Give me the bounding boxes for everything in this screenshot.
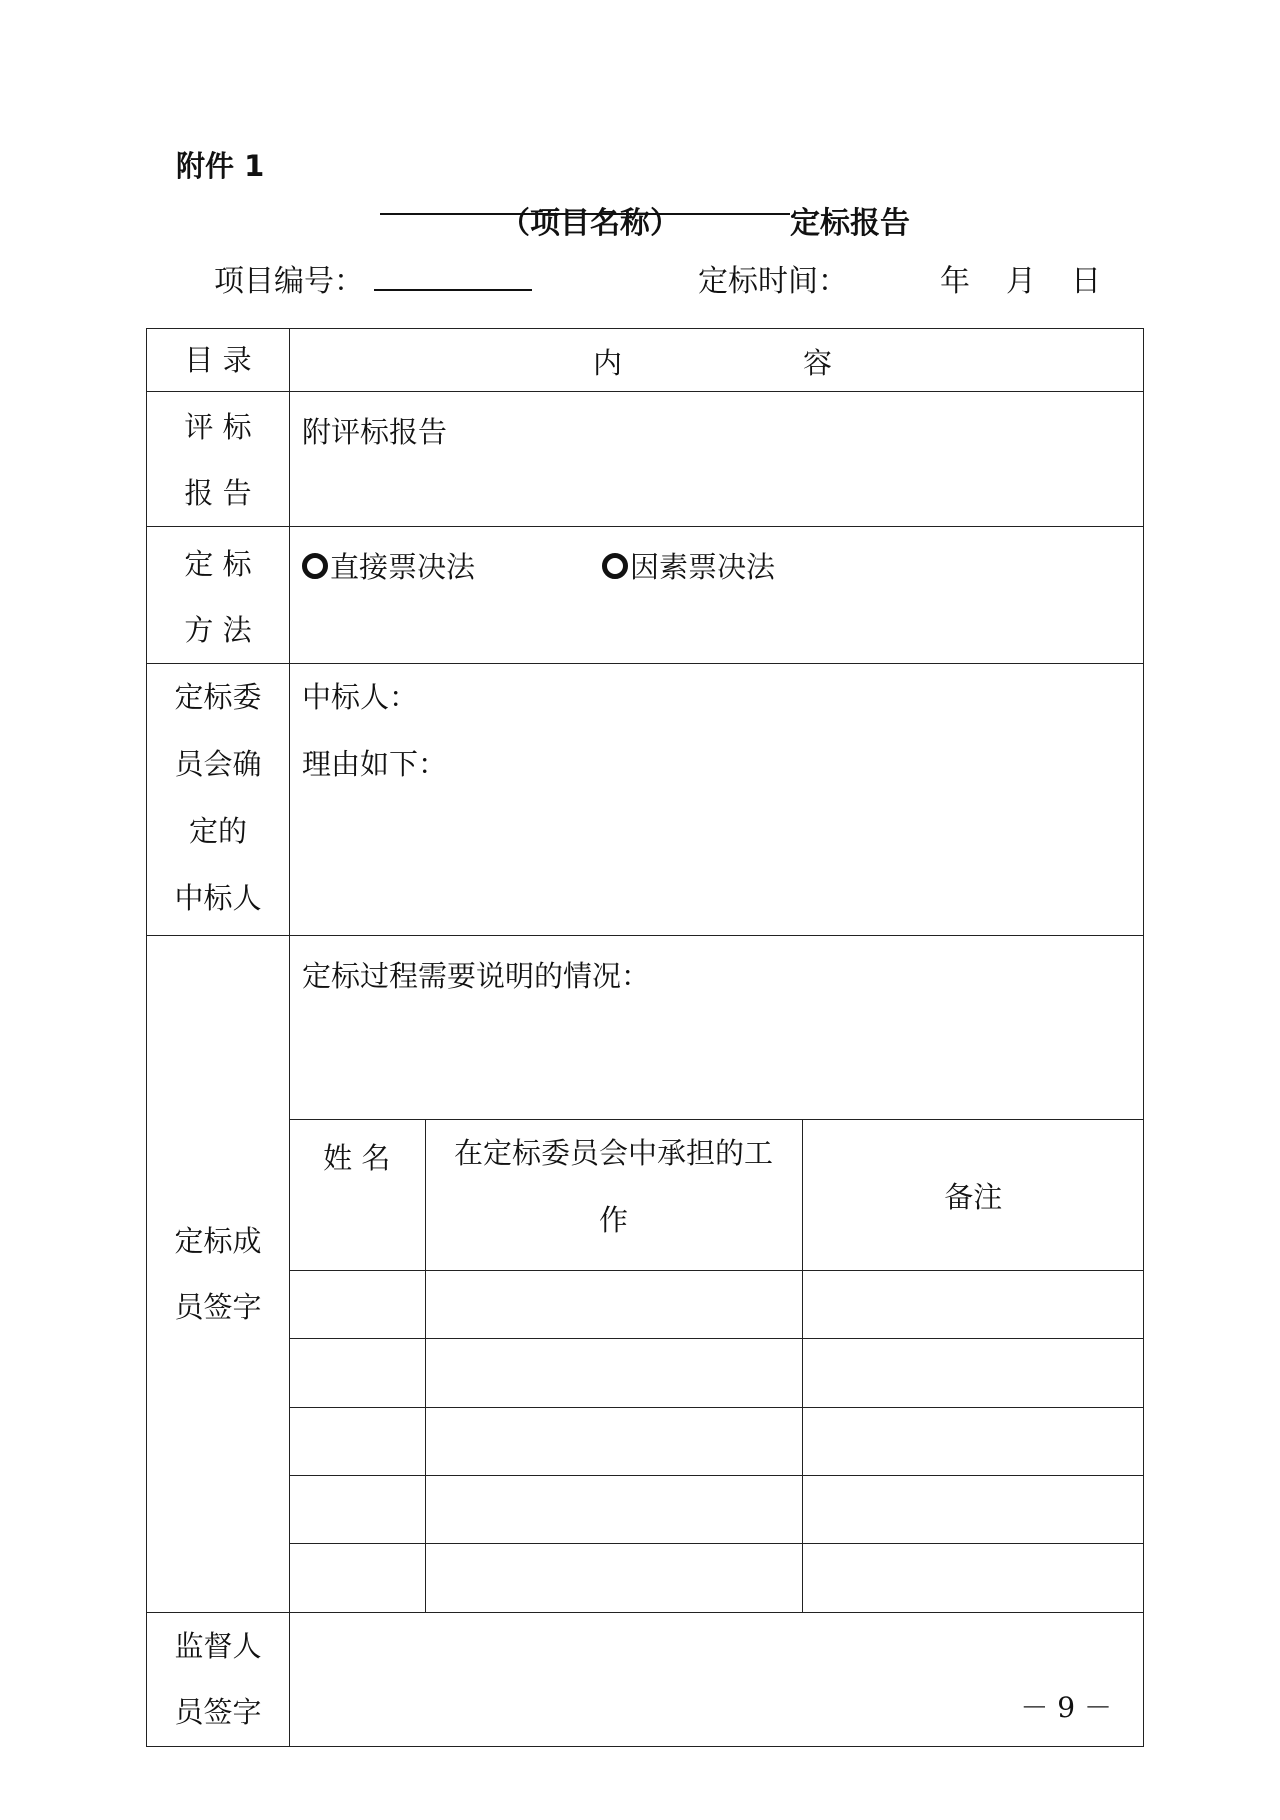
members-table xyxy=(289,1119,1144,1613)
name-cell[interactable] xyxy=(289,1339,425,1408)
method-content xyxy=(290,527,1144,664)
project-no-field[interactable] xyxy=(374,289,532,291)
method-label xyxy=(147,527,290,664)
month-label: 月 xyxy=(1006,264,1036,299)
remark-cell[interactable] xyxy=(802,1544,1144,1613)
members-content xyxy=(290,936,1144,1613)
project-no-label: 项目编号： xyxy=(214,264,364,299)
col-remark: 备注 xyxy=(802,1120,1144,1271)
review-content: 附评标报告 xyxy=(290,392,1144,527)
year-label: 年 xyxy=(940,264,970,299)
method-label-1: 定 标 xyxy=(184,547,252,581)
winner-content xyxy=(290,664,1144,936)
col-role-line-2: 作 xyxy=(598,1203,628,1237)
role-cell[interactable] xyxy=(425,1544,802,1613)
method-option-direct-text: 直接票决法 xyxy=(330,550,476,584)
members-row xyxy=(147,936,1144,1613)
col-name: 姓 名 xyxy=(289,1120,425,1271)
col-role xyxy=(425,1120,802,1271)
supervisor-row xyxy=(147,1612,1144,1746)
content-header-a: 内 xyxy=(593,346,623,380)
supervisor-label xyxy=(147,1612,290,1746)
name-cell[interactable] xyxy=(289,1271,425,1339)
method-option-factor[interactable] xyxy=(602,545,775,586)
reason-line: 理由如下： xyxy=(302,747,448,781)
remark-cell[interactable] xyxy=(802,1271,1144,1339)
supervisor-signature[interactable] xyxy=(290,1612,1144,1746)
method-option-direct[interactable] xyxy=(302,550,475,584)
remark-cell[interactable] xyxy=(802,1476,1144,1544)
table-row xyxy=(289,1339,1144,1408)
review-label xyxy=(147,392,290,527)
members-table-header xyxy=(289,1120,1144,1271)
date-label: 定标时间： xyxy=(698,264,848,299)
project-name-placeholder: （项目名称） xyxy=(500,206,680,241)
method-label-2: 方 法 xyxy=(184,613,252,647)
winner-label xyxy=(147,664,290,936)
role-cell[interactable] xyxy=(425,1476,802,1544)
method-option-factor-text: 因素票决法 xyxy=(630,550,776,584)
role-cell[interactable] xyxy=(425,1408,802,1476)
day-label: 日 xyxy=(1071,264,1101,299)
remark-cell[interactable] xyxy=(802,1408,1144,1476)
col-role-line-1: 在定标委员会中承担的工 xyxy=(453,1136,773,1170)
table-row xyxy=(289,1476,1144,1544)
winner-line: 中标人： xyxy=(302,680,419,714)
winner-label-line: 定的 xyxy=(188,814,247,848)
supervisor-label-line: 员签字 xyxy=(174,1694,262,1729)
method-row xyxy=(147,527,1144,664)
process-note: 定标过程需要说明的情况： xyxy=(302,959,651,993)
radio-icon xyxy=(302,553,328,579)
review-label-1: 评 标 xyxy=(184,410,252,444)
report-form xyxy=(146,328,1144,1747)
winner-label-line: 员会确 xyxy=(174,747,262,781)
page-number: － 9 － xyxy=(1020,1691,1112,1724)
members-label-line: 员签字 xyxy=(174,1289,262,1324)
attachment-label: 附件 1 xyxy=(176,149,265,183)
name-cell[interactable] xyxy=(289,1408,425,1476)
members-label xyxy=(147,936,290,1613)
review-row xyxy=(147,392,1144,527)
winner-row xyxy=(147,664,1144,936)
supervisor-label-line: 监督人 xyxy=(174,1628,262,1663)
radio-icon xyxy=(602,553,628,579)
catalog-header-text: 目 录 xyxy=(184,343,252,377)
role-cell[interactable] xyxy=(425,1339,802,1408)
table-row xyxy=(289,1271,1144,1339)
header-row xyxy=(147,329,1144,392)
catalog-header xyxy=(147,329,290,392)
name-cell[interactable] xyxy=(289,1544,425,1613)
review-label-2: 报 告 xyxy=(184,476,252,510)
remark-cell[interactable] xyxy=(802,1339,1144,1408)
role-cell[interactable] xyxy=(425,1271,802,1339)
winner-label-line: 定标委 xyxy=(174,680,262,714)
table-row xyxy=(289,1408,1144,1476)
content-header-b: 容 xyxy=(803,346,833,380)
name-cell[interactable] xyxy=(289,1476,425,1544)
winner-label-line: 中标人 xyxy=(174,881,262,915)
members-label-line: 定标成 xyxy=(174,1223,262,1258)
report-title: 定标报告 xyxy=(790,206,910,241)
content-header xyxy=(290,329,1144,392)
table-row xyxy=(289,1544,1144,1613)
